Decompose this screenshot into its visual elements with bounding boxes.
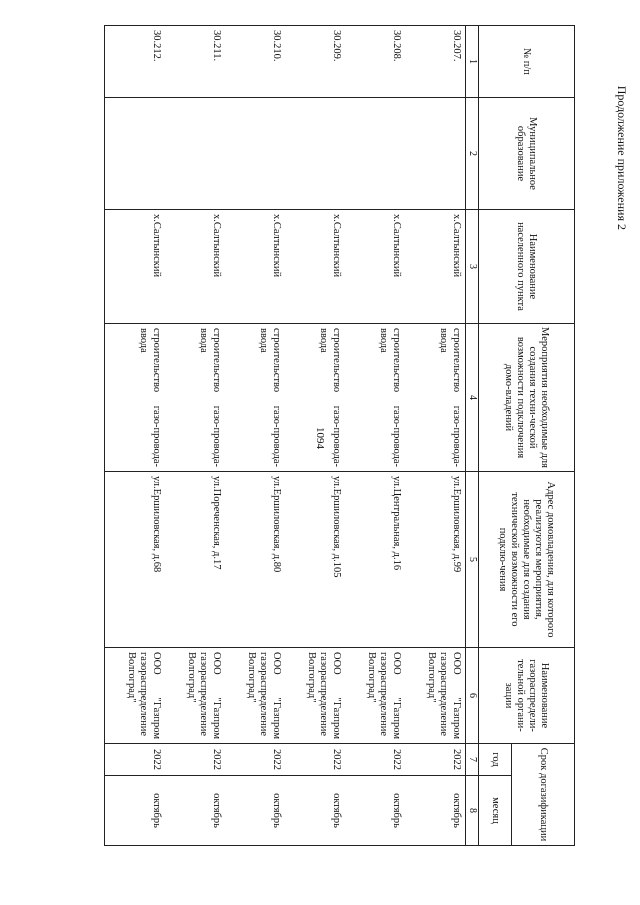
column-number: 8 [466,776,479,846]
cell-address: ул.Ершиловская, д.68 [105,472,166,648]
cell-gdo: ООО "Газпром газораспределение Волгоград" [225,648,285,744]
table-row [285,26,345,846]
cell-address: ул.Ершиловская, д.99 [405,472,466,648]
column-number: 2 [466,98,479,210]
column-number-row [466,26,479,846]
cell-municipality [165,98,225,210]
cell-month: октябрь [405,776,466,846]
cell-measures: строительство газо-провода-ввода [345,324,405,472]
cell-municipality [345,98,405,210]
header-no: № п/п [479,26,575,98]
cell-measures: строительство газо-провода-ввода [405,324,466,472]
cell-month: октябрь [165,776,225,846]
cell-address: ул.Ершиловская, д.80 [225,472,285,648]
cell-municipality [105,98,166,210]
cell-municipality [225,98,285,210]
cell-month: октябрь [345,776,405,846]
header-settlement: Наименование населенного пункта [479,210,575,324]
cell-year: 2022 [105,744,166,776]
table-body [105,26,466,846]
cell-measures: строительство газо-провода-ввода [165,324,225,472]
table-row [165,26,225,846]
cell-settlement: х.Салтынский [405,210,466,324]
cell-gdo: ООО "Газпром газораспределение Волгоград" [105,648,166,744]
header-address: Адрес домовладения, для которого реализуются мероприятия, необходимые для создания технической возможности его подклю-чения [479,472,575,648]
cell-gdo: ООО "Газпром газораспределение Волгоград" [345,648,405,744]
rotated-table-wrapper [65,25,575,845]
cell-month: октябрь [285,776,345,846]
cell-year: 2022 [225,744,285,776]
table-row [105,26,166,846]
header-year: год [479,744,512,776]
cell-no: 30.212. [105,26,166,98]
column-number: 5 [466,472,479,648]
page-number: 1094 [314,427,326,449]
column-number: 1 [466,26,479,98]
column-number: 6 [466,648,479,744]
cell-settlement: х.Салтынский [285,210,345,324]
cell-settlement: х.Салтынский [165,210,225,324]
cell-month: октябрь [225,776,285,846]
cell-month: октябрь [105,776,166,846]
table-row [345,26,405,846]
table-header [466,26,575,846]
column-number: 4 [466,324,479,472]
cell-measures: строительство газо-провода-ввода [225,324,285,472]
cell-measures: строительство газо-провода-ввода [105,324,166,472]
header-gdo: Наименование газораспредели-тельной органи-зации [479,648,575,744]
cell-settlement: х.Салтынский [345,210,405,324]
table-row [405,26,466,846]
cell-settlement: х.Салтынский [105,210,166,324]
column-number: 7 [466,744,479,776]
cell-no: 30.211. [165,26,225,98]
gasification-table [104,25,575,846]
cell-no: 30.207. [405,26,466,98]
column-number: 3 [466,210,479,324]
header-term: Срок догазификации [512,744,575,846]
table-row [225,26,285,846]
cell-measures: строительство газо-провода-ввода [285,324,345,472]
header-municipality: Муниципальное образование [479,98,575,210]
cell-year: 2022 [345,744,405,776]
cell-no: 30.210. [225,26,285,98]
cell-gdo: ООО "Газпром газораспределение Волгоград" [405,648,466,744]
cell-settlement: х.Салтынский [225,210,285,324]
cell-year: 2022 [405,744,466,776]
cell-municipality [285,98,345,210]
header-month: месяц [479,776,512,846]
cell-address: ул.Центральная, д.16 [345,472,405,648]
cell-gdo: ООО "Газпром газораспределение Волгоград" [165,648,225,744]
cell-municipality [405,98,466,210]
header-measures: Мероприятия необходимые для создания техни-ческой возможности подключения домо-владений [479,324,575,472]
cell-year: 2022 [285,744,345,776]
cell-gdo: ООО "Газпром газораспределение Волгоград" [285,648,345,744]
continuation-title: Продолжение приложения 2 [615,85,629,230]
cell-no: 30.209. [285,26,345,98]
cell-no: 30.208. [345,26,405,98]
cell-year: 2022 [165,744,225,776]
cell-address: ул.Ершиловская, д.105 [285,472,345,648]
cell-address: ул.Пореченская, д.17 [165,472,225,648]
